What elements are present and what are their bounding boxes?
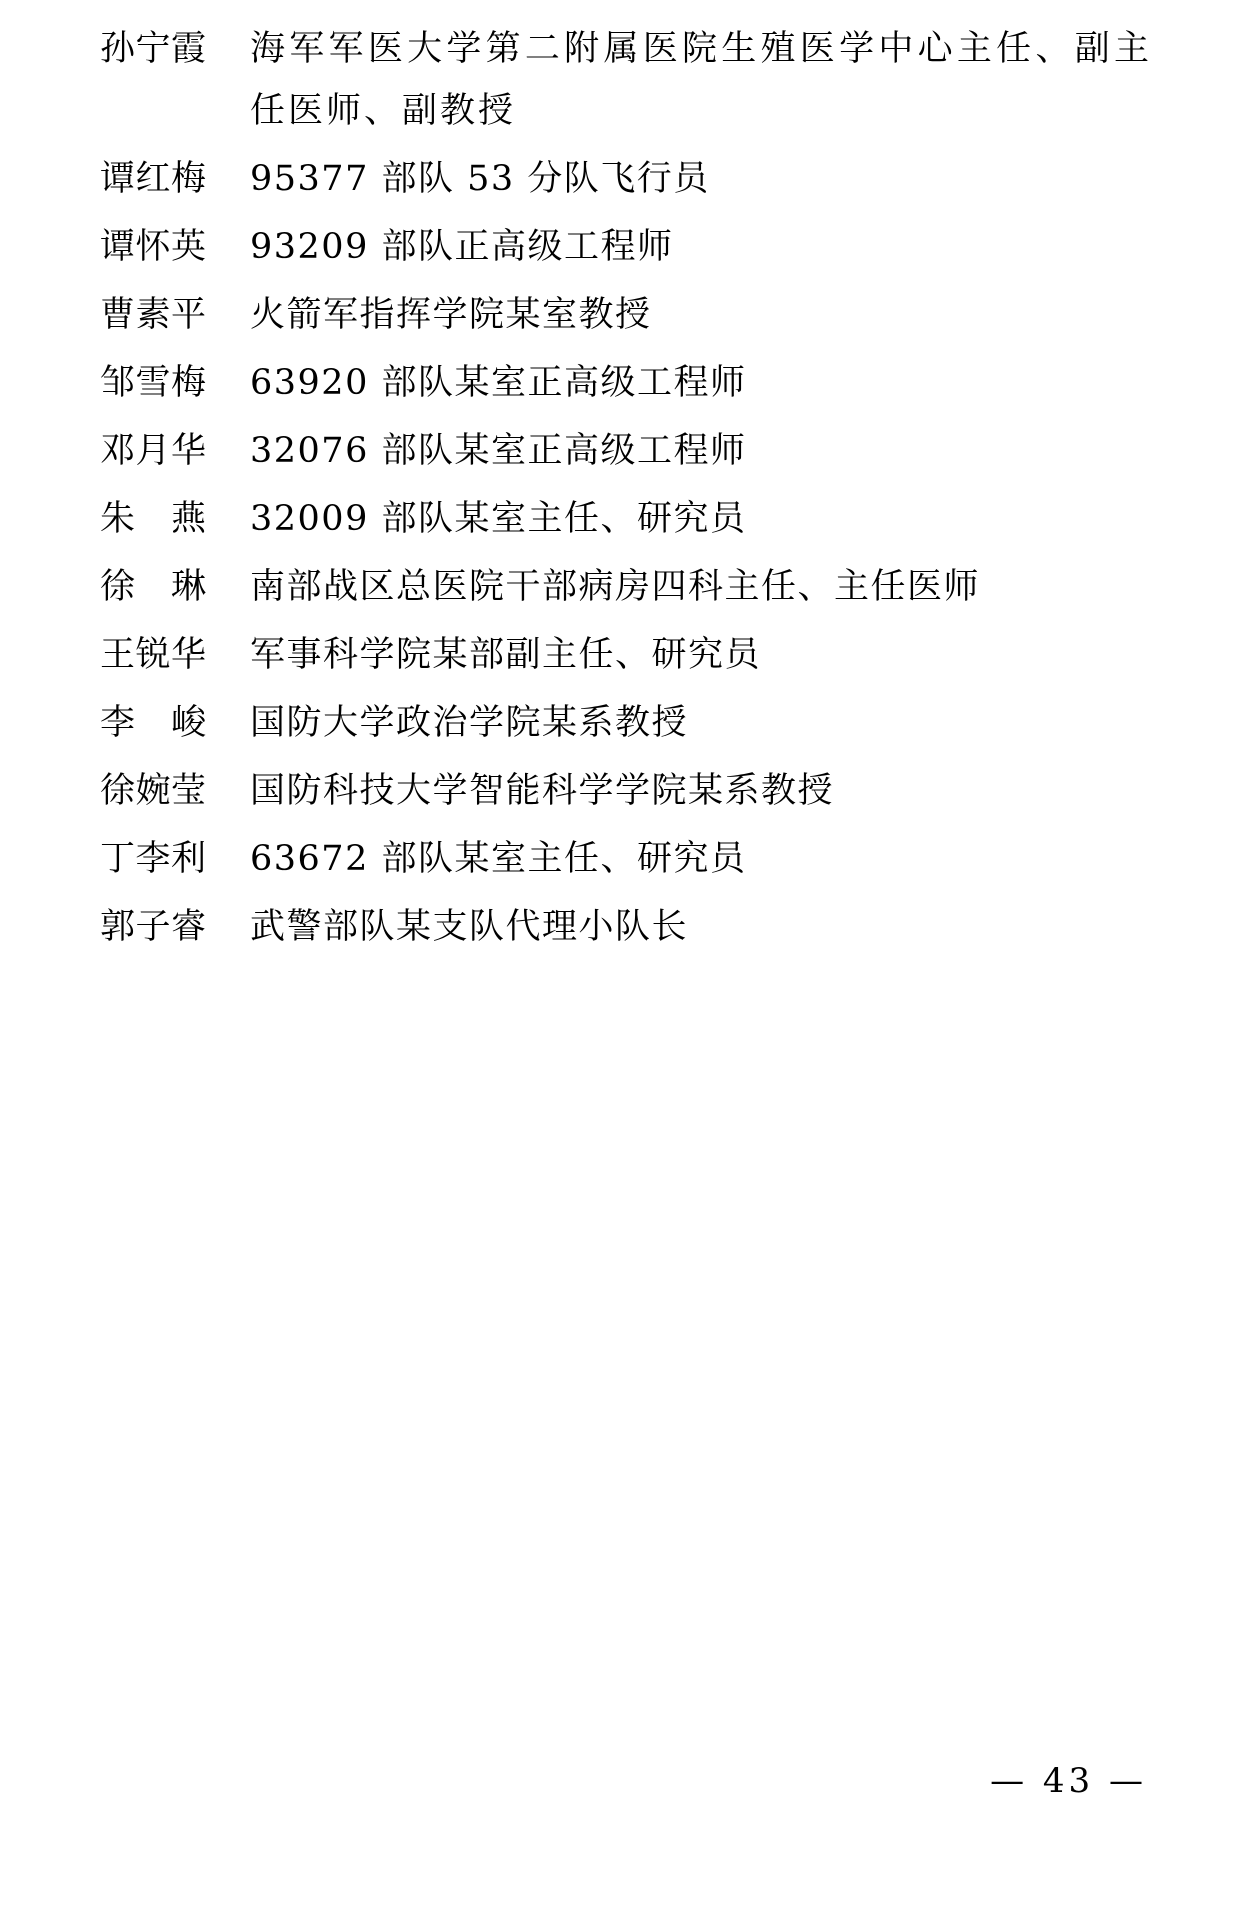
person-title: 32076 部队某室正高级工程师	[250, 431, 747, 471]
list-item	[100, 624, 1152, 686]
person-title: 63672 部队某室主任、研究员	[250, 839, 747, 879]
person-name: 郭子睿	[100, 907, 207, 947]
person-title: 国防大学政治学院某系教授	[250, 703, 689, 743]
page-number: — 43 —	[990, 1761, 1147, 1801]
list-item	[100, 420, 1152, 482]
person-title: 93209 部队正高级工程师	[250, 227, 674, 267]
list-item	[100, 148, 1152, 210]
list-item	[100, 556, 1152, 618]
person-title: 武警部队某支队代理小队长	[250, 907, 689, 947]
person-title: 南部战区总医院干部病房四科主任、主任医师	[250, 567, 981, 607]
person-name: 徐婉莹	[100, 771, 207, 811]
person-title: 95377 部队 53 分队飞行员	[250, 159, 710, 199]
person-title: 海军军医大学第二附属医院生殖医学中心主任、副主任医师、副教授	[250, 29, 1152, 131]
entry-list	[100, 18, 1152, 964]
list-item	[100, 18, 1152, 142]
person-name: 徐 琳	[100, 567, 207, 607]
list-item	[100, 284, 1152, 346]
person-name: 谭红梅	[100, 159, 207, 199]
person-title: 32009 部队某室主任、研究员	[250, 499, 747, 539]
person-name: 朱 燕	[100, 499, 207, 539]
person-title: 国防科技大学智能科学学院某系教授	[250, 771, 835, 811]
list-item	[100, 692, 1152, 754]
list-item	[100, 216, 1152, 278]
list-item	[100, 352, 1152, 414]
person-name: 李 峻	[100, 703, 207, 743]
person-title: 火箭军指挥学院某室教授	[250, 295, 652, 335]
list-item	[100, 896, 1152, 958]
person-title: 63920 部队某室正高级工程师	[250, 363, 747, 403]
person-name: 邹雪梅	[100, 363, 207, 403]
person-name: 曹素平	[100, 295, 207, 335]
person-name: 王锐华	[100, 635, 207, 675]
person-name: 孙宁霞	[100, 29, 207, 69]
person-name: 谭怀英	[100, 227, 207, 267]
person-name: 邓月华	[100, 431, 207, 471]
person-title: 军事科学院某部副主任、研究员	[250, 635, 762, 675]
list-item	[100, 760, 1152, 822]
list-item	[100, 828, 1152, 890]
list-item	[100, 488, 1152, 550]
person-name: 丁李利	[100, 839, 207, 879]
